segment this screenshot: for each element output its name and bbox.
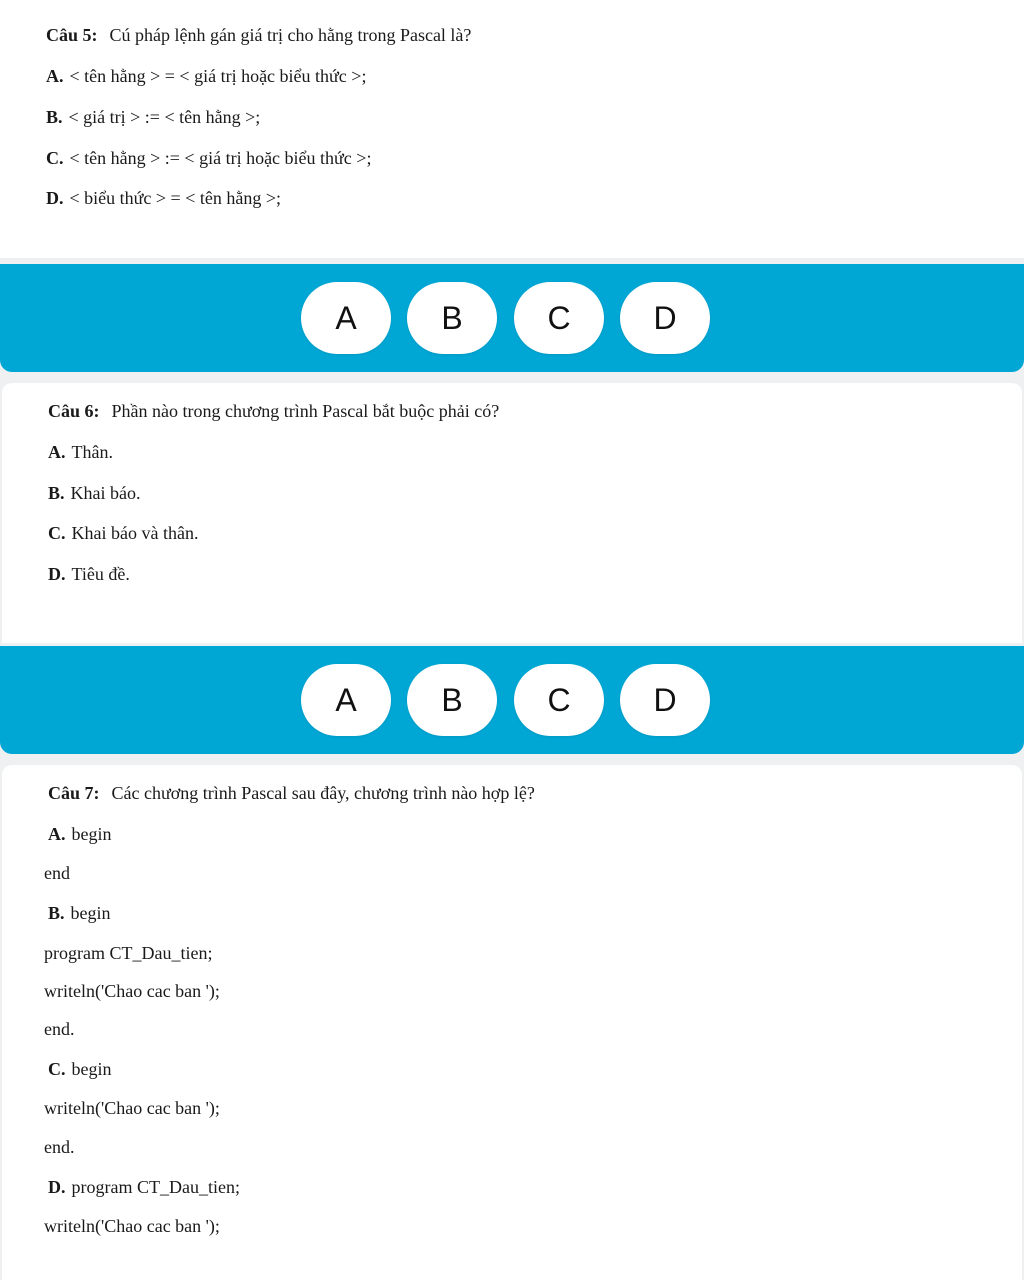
option-key: C.	[46, 148, 64, 168]
question-6-title	[48, 400, 499, 422]
option-c	[48, 1058, 112, 1080]
option-key: B.	[46, 107, 63, 127]
code-line: writeln('Chao cac ban ');	[44, 981, 220, 1001]
option-text: Thân.	[71, 442, 113, 462]
question-text: Phần nào trong chương trình Pascal bắt buộc phải có?	[111, 401, 500, 421]
option-text: < tên hằng > := < giá trị hoặc biểu thức >;	[69, 148, 372, 168]
option-a	[46, 65, 366, 87]
question-number: Câu 7:	[48, 783, 100, 803]
option-key: B.	[48, 483, 65, 503]
question-card-5	[0, 0, 1024, 258]
option-key: A.	[48, 824, 66, 844]
question-text: Cú pháp lệnh gán giá trị cho hằng trong Pascal là?	[109, 25, 472, 45]
option-key: A.	[48, 442, 66, 462]
option-text: begin	[71, 1059, 112, 1079]
option-key: D.	[48, 1177, 66, 1197]
option-text: program CT_Dau_tien;	[71, 1177, 240, 1197]
option-text: Khai báo.	[70, 483, 141, 503]
option-text: begin	[70, 903, 111, 923]
question-card-7	[2, 765, 1022, 1280]
answer-bar-6	[0, 646, 1024, 754]
option-text: Tiêu đề.	[71, 564, 130, 584]
option-key: C.	[48, 523, 66, 543]
answer-d-button[interactable]: D	[620, 664, 710, 736]
option-text: < giá trị > := < tên hằng >;	[68, 107, 261, 127]
option-c	[46, 147, 371, 169]
question-number: Câu 5:	[46, 25, 98, 45]
option-key: D.	[48, 564, 66, 584]
option-d	[48, 563, 130, 585]
option-a	[48, 823, 112, 845]
option-b	[48, 482, 141, 504]
answer-b-button[interactable]: B	[407, 664, 497, 736]
answer-d-button[interactable]: D	[620, 282, 710, 354]
answer-c-button[interactable]: C	[514, 282, 604, 354]
option-text: < biểu thức > = < tên hằng >;	[69, 188, 281, 208]
answer-bar-5	[0, 264, 1024, 372]
option-b	[48, 902, 111, 924]
option-c	[48, 522, 198, 544]
code-line: end	[44, 863, 70, 883]
question-5-title	[46, 24, 471, 46]
option-key: A.	[46, 66, 64, 86]
option-text: Khai báo và thân.	[71, 523, 199, 543]
option-key: C.	[48, 1059, 66, 1079]
code-line: end.	[44, 1137, 75, 1157]
code-line: writeln('Chao cac ban ');	[44, 1098, 220, 1118]
option-b	[46, 106, 260, 128]
question-card-6	[2, 383, 1022, 643]
question-number: Câu 6:	[48, 401, 100, 421]
answer-a-button[interactable]: A	[301, 282, 391, 354]
code-line: program CT_Dau_tien;	[44, 943, 213, 963]
question-7-title	[48, 782, 535, 804]
option-key: D.	[46, 188, 64, 208]
question-text: Các chương trình Pascal sau đây, chương trình nào hợp lệ?	[111, 783, 535, 803]
option-a	[48, 441, 113, 463]
option-text: begin	[71, 824, 112, 844]
answer-a-button[interactable]: A	[301, 664, 391, 736]
code-line: writeln('Chao cac ban ');	[44, 1216, 220, 1236]
answer-b-button[interactable]: B	[407, 282, 497, 354]
answer-c-button[interactable]: C	[514, 664, 604, 736]
option-d	[46, 187, 281, 209]
option-text: < tên hằng > = < giá trị hoặc biểu thức >;	[69, 66, 367, 86]
option-d	[48, 1176, 240, 1198]
code-line: end.	[44, 1019, 75, 1039]
option-key: B.	[48, 903, 65, 923]
